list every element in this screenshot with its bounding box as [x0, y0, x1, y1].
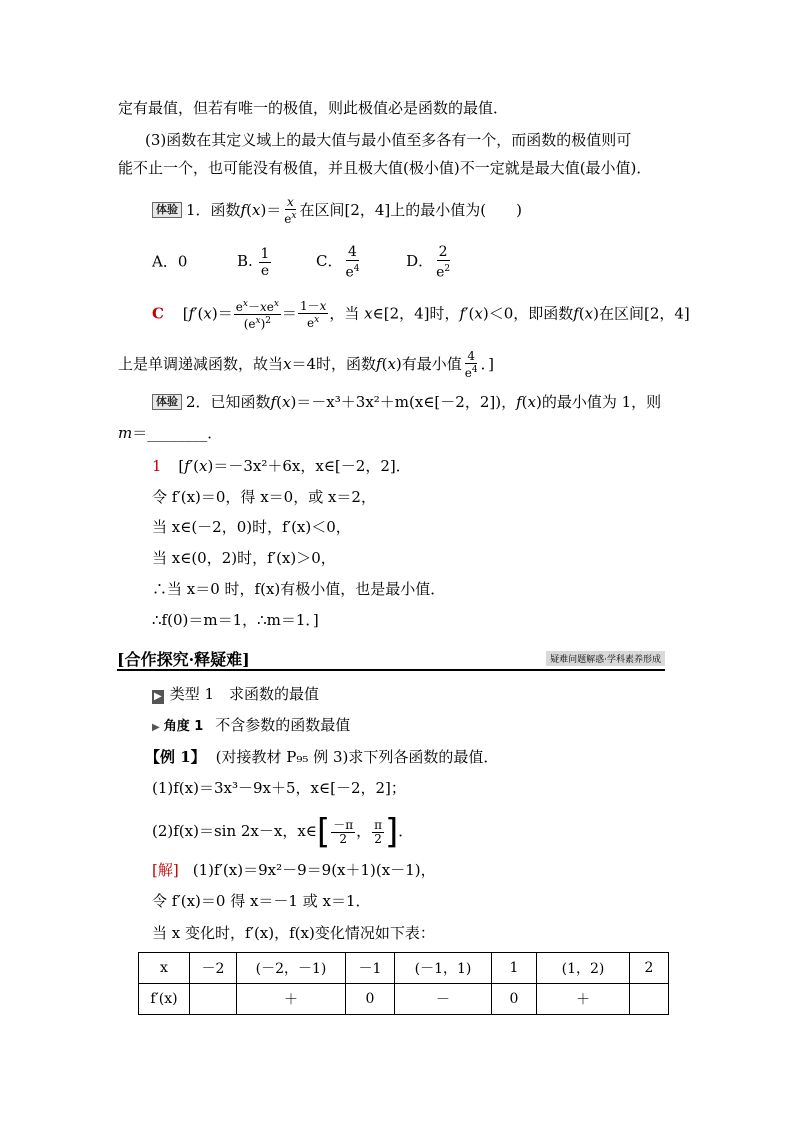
play-icon: ▶ — [154, 691, 162, 702]
example-1: 【例 1】 (对接教材 P₉₅ 例 3)求下列各函数的最值． — [145, 748, 499, 766]
table-cell: (－2，－1) — [237, 953, 346, 984]
solution-header: [解] (1)f′(x)＝9x²－9＝9(x＋1)(x－1)， — [152, 861, 436, 879]
option-b: B. $\frac{1}{e}$ — [236, 245, 270, 279]
solution-2-line-1: 1 [f′(x)＝－3x²＋6x，x∈[－2，2]． — [152, 457, 411, 475]
solution-2-line-6: ∴f(0)＝m＝1，∴m＝1．] — [152, 611, 319, 629]
solution-line-3: 当 x 变化时，f′(x)，f(x)变化情况如下表： — [152, 924, 435, 942]
solution-2-line-5: ∴当 x＝0 时，f(x)有极小值，也是最小值． — [152, 580, 446, 598]
table-cell: x — [139, 953, 190, 984]
table-cell: 1 — [492, 953, 537, 984]
paragraph-2a: (3)函数在其定义域上的最大值与最小值至多各有一个，而函数的极值则可 — [145, 131, 632, 149]
option-c: C． $\frac{4}{e^4}$ — [316, 244, 360, 281]
options-row — [152, 244, 453, 281]
table-cell: (1，2) — [537, 953, 630, 984]
question-1: 体验 1．函数f(x)＝ $\frac{x}{e^x}$ 在区间[2，4]上的最小值为( ) — [152, 196, 522, 226]
answer-2: 1 — [152, 457, 162, 475]
type-1-heading: ▶ 类型 1 求函数的最值 — [154, 685, 320, 703]
solution-2-line-3: 当 x∈(－2，0)时，f′(x)＜0， — [152, 518, 351, 536]
caret-right-icon: ▶ — [152, 722, 160, 733]
example-1-part-2: (2)f(x)＝sin 2x－x，x∈[ $\frac{-\pi}{2}$ ， $\frac{\pi}{2}$ ]． — [152, 812, 414, 852]
table-cell: ＋ — [237, 984, 346, 1015]
table-cell — [630, 984, 669, 1015]
question-2: 体验 2．已知函数f(x)＝－x³＋3x²＋m(x∈[－2，2])，f(x)的最小值为 1，则 — [152, 392, 661, 412]
tiyan-badge-2: 体验 — [152, 394, 182, 410]
paragraph-2b: 能不止一个，也可能没有极值，并且极大值(极小值)不一定就是最大值(最小值)． — [118, 159, 652, 177]
example-1-part-1: (1)f(x)＝3x³－9x＋5，x∈[－2，2]； — [152, 779, 406, 797]
table-cell — [190, 984, 237, 1015]
table-cell: 0 — [492, 984, 537, 1015]
answer-1: C — [152, 304, 164, 323]
section-rule — [117, 669, 665, 671]
table-cell: －1 — [346, 953, 395, 984]
option-d: D． $\frac{2}{e^2}$ — [406, 244, 451, 281]
table-cell: 2 — [630, 953, 669, 984]
section-tag: 疑难问题解惑·学科素养形成 — [546, 651, 665, 666]
jie-label: [解] — [152, 861, 179, 879]
solution-2-line-4: 当 x∈(0，2)时，f′(x)＞0， — [152, 549, 336, 567]
tiyan-badge: 体验 — [152, 202, 182, 218]
solution-1-cont: 上是单调递减函数，故当x＝4时，函数f(x)有最小值 $\frac{4}{e^4}$ ．] — [118, 349, 494, 380]
section-title: [合作探究·释疑难] — [117, 650, 250, 669]
table-cell: (－1，1) — [395, 953, 492, 984]
table-cell: 0 — [346, 984, 395, 1015]
solution-1: C [f′(x)＝ $\frac{e^x-xe^x}{(e^x)^2}$ ＝ $\frac{1-x}{e^x}$ ，当 x∈[2，4]时，f′(x)＜0，即函数f(x)在区间[2，4] — [152, 298, 690, 331]
question-2-blank: m＝________． — [118, 424, 223, 442]
solution-line-2: 令 f′(x)＝0 得 x＝－1 或 x＝1． — [152, 892, 371, 910]
table-cell: ＋ — [537, 984, 630, 1015]
variation-table — [138, 952, 669, 1015]
paragraph-1: 定有最值，但若有唯一的极值，则此极值必是函数的最值． — [118, 99, 509, 117]
solution-2-line-2: 令 f′(x)＝0，得 x＝0，或 x＝2， — [152, 488, 376, 506]
table-cell: －2 — [190, 953, 237, 984]
table-row — [139, 984, 669, 1015]
section-heading — [117, 647, 665, 671]
table-cell: － — [395, 984, 492, 1015]
option-a: A．0 — [152, 252, 188, 271]
table-row — [139, 953, 669, 984]
angle-1-heading: ▶ 角度 1 不含参数的函数最值 — [152, 715, 350, 738]
table-cell: f′(x) — [139, 984, 190, 1015]
